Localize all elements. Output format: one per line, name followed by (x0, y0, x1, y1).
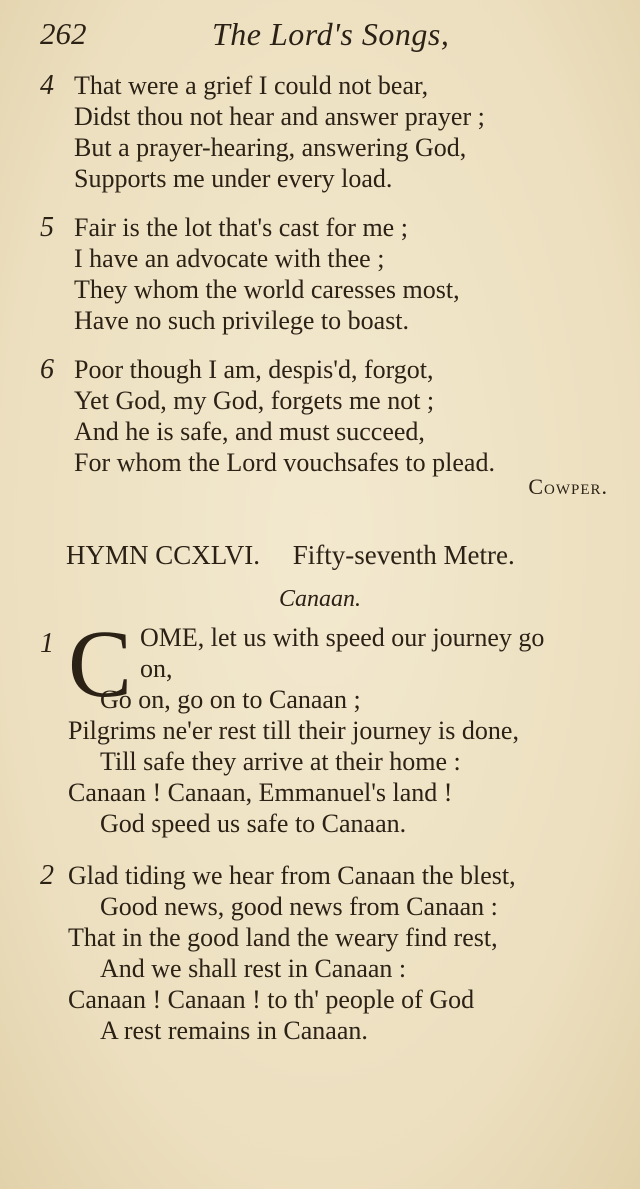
verse-line: Canaan ! Canaan, Emmanuel's land ! (68, 778, 453, 807)
page-header (0, 14, 640, 58)
verse-line: on, (140, 654, 173, 683)
verse-line: But a prayer-hearing, answering God, (74, 133, 467, 162)
verse-line: A rest remains in Canaan. (100, 1016, 368, 1045)
verse-number: 1 (40, 628, 54, 659)
tune-name: Canaan. (278, 586, 361, 612)
verse-line: Supports me under every load. (74, 164, 393, 193)
verse-line: They whom the world caresses most, (74, 275, 460, 304)
verse-line: That in the good land the weary find rest, (68, 923, 498, 952)
verse-line: Have no such privilege to boast. (74, 306, 410, 335)
hymn-title: HYMN CCXLVI. (66, 540, 261, 570)
verse-line: Poor though I am, despis'd, forgot, (74, 355, 434, 384)
page-number: 262 (40, 16, 87, 51)
verse-line: Canaan ! Canaan ! to th' people of God (68, 985, 475, 1014)
verse-line: Till safe they arrive at their home : (100, 747, 461, 776)
verse-number: 4 (40, 70, 54, 101)
verse-line: Didst thou not hear and answer prayer ; (74, 102, 485, 131)
verse-line: I have an advocate with thee ; (74, 244, 385, 273)
verse-line: Yet God, my God, forgets me not ; (74, 386, 435, 415)
verse-line: Glad tiding we hear from Canaan the blest, (68, 861, 516, 890)
verse-number: 6 (40, 354, 54, 385)
verse-line: And we shall rest in Canaan : (100, 954, 407, 983)
verse-number: 5 (40, 212, 54, 243)
hymn-metre: Fifty-seventh Metre. (292, 540, 515, 570)
verse-line: Good news, good news from Canaan : (100, 892, 498, 921)
drop-cap: C (68, 610, 133, 717)
verse-line: Pilgrims ne'er rest till their journey is done, (68, 716, 519, 745)
attribution: Cowper. (528, 474, 608, 499)
running-title: The Lord's Songs, (212, 16, 450, 52)
verse-line: And he is safe, and must succeed, (74, 417, 425, 446)
verse-line: For whom the Lord vouchsafes to plead. (74, 448, 495, 477)
verse-line: God speed us safe to Canaan. (100, 809, 407, 838)
verse-number: 2 (40, 860, 54, 891)
hymn-heading (66, 540, 515, 571)
verse-line: Go on, go on to Canaan ; (100, 685, 361, 714)
verse-line: OME, let us with speed our journey go (140, 623, 545, 652)
verse-line: Fair is the lot that's cast for me ; (74, 213, 408, 242)
verse-line: That were a grief I could not bear, (74, 71, 429, 100)
